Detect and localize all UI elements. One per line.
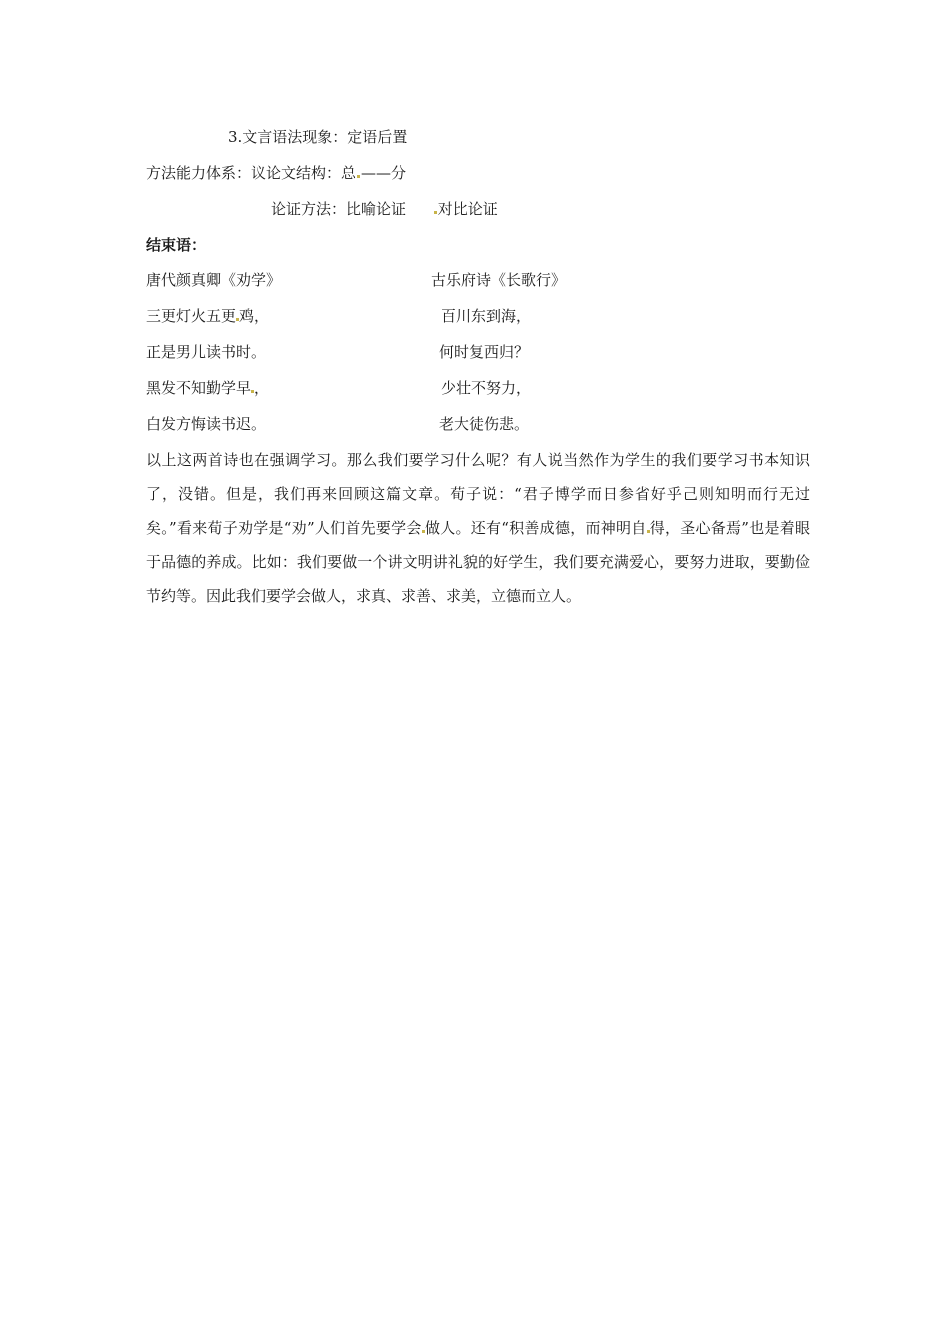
poem-right-title-text: 古乐府诗《长歌行》 [431, 271, 567, 289]
poem-left-line-4 [146, 414, 266, 434]
poem-left-line-text: 黑发不知勤学早 [146, 379, 252, 397]
poem-left-line-text: ， [254, 379, 270, 397]
revision-mark [357, 175, 360, 178]
poem-right-line-text: 少壮不努力， [441, 379, 532, 397]
revision-mark [434, 211, 437, 214]
method-prefix: 方法能力体系：议论文结构：总 [146, 164, 357, 182]
argument-line [271, 199, 498, 219]
poem-right-line-text: 何时复西归？ [439, 343, 530, 361]
grammar-text: 3.文言语法现象：定语后置 [228, 128, 408, 146]
poem-right-line-text: 百川东到海， [441, 307, 532, 325]
poem-right-title [431, 270, 566, 290]
argument-b: 对比论证 [437, 200, 498, 218]
poem-left-line-1 [146, 306, 269, 326]
poem-left-line-text: 正是男儿读书时。 [146, 343, 267, 361]
poem-left-title [146, 270, 281, 290]
paragraph-part-2: 做人。还有“积善成德，而神明自 [424, 519, 647, 537]
closing-paragraph [146, 443, 810, 613]
paragraph-part-3: 得，圣心备焉”也是着眼于品德的养成。比如：我们要做一个讲文明讲礼貌的好学生，我们要充满爱心，要努力进取，要勤俭节约等。因此我们要学会做人，求真、求善、求美，立德而立人。 [146, 519, 811, 605]
argument-a: 论证方法：比喻论证 [271, 200, 407, 218]
method-suffix: ——分 [361, 164, 407, 182]
grammar-line [228, 127, 407, 147]
poem-right-line-4 [439, 414, 529, 434]
method-line [146, 163, 406, 183]
poem-right-line-1 [441, 306, 531, 326]
poem-right-line-3 [441, 378, 531, 398]
poem-right-line-text: 老大徒伤悲。 [439, 415, 530, 433]
paragraph-part-1: 以上这两首诗也在强调学习。那么我们要学习什么呢？有人说当然作为学生的我们要学习书本知识了，没错。但是，我们再来回顾这篇文章。荀子说：“君子博学而日参省好乎己则知明而行无过矣。”看来荀子劝学是“劝”人们首先要学会 [146, 451, 810, 537]
poem-left-line-text: 白发方悔读书迟。 [146, 415, 267, 433]
poem-left-line-2 [146, 342, 266, 362]
closing-heading-text: 结束语： [146, 236, 207, 254]
poem-left-line-text: 三更灯火五更 [146, 307, 237, 325]
poem-right-line-2 [439, 342, 529, 362]
poem-left-line-text: 鸡， [239, 307, 270, 325]
poem-left-title-text: 唐代颜真卿《劝学》 [146, 271, 282, 289]
closing-heading [146, 235, 206, 255]
poem-left-line-3 [146, 378, 269, 398]
